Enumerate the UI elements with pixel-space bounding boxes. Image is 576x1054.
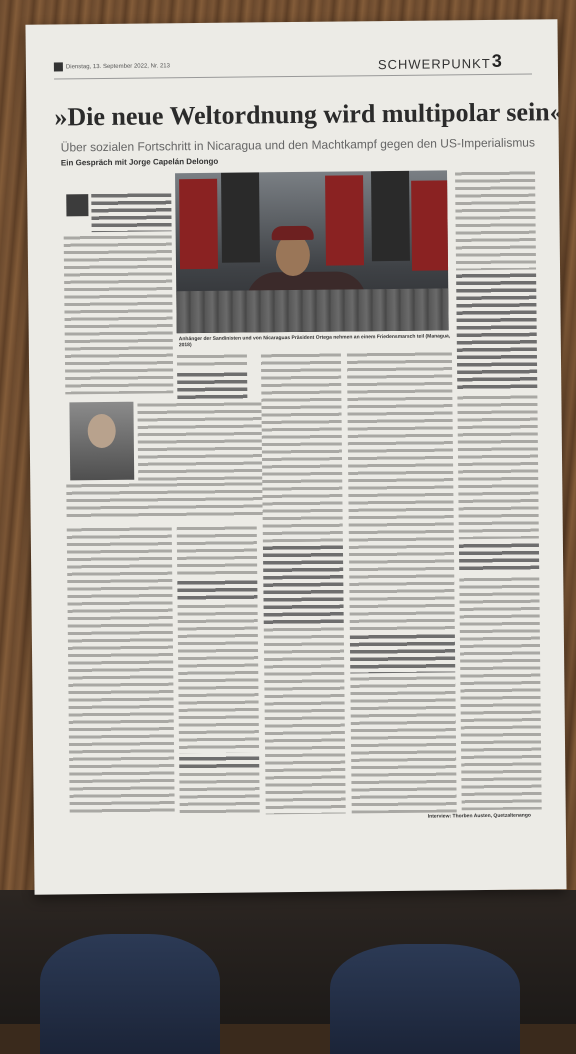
text-column — [457, 393, 539, 539]
text-column — [64, 233, 174, 394]
text-column — [455, 169, 536, 270]
newspaper-logo-icon — [54, 62, 63, 71]
flag — [179, 179, 218, 269]
question-block — [456, 271, 537, 392]
intro-question — [91, 191, 171, 232]
flag — [411, 180, 449, 270]
page-number: 3 — [491, 50, 502, 71]
section-label: SCHWERPUNKT — [377, 55, 491, 73]
question-block — [177, 578, 257, 601]
subheadline: Über sozialen Fortschritt in Nicaragua und den Machtkampf gegen den US-Imperialismus — [60, 135, 536, 155]
knee-left — [40, 934, 220, 1054]
photo-caption: Anhänger der Sandinisten und von Nicaraguas Präsident Ortega nehmen an einem Friedensmarsch teil (Managua, 2018) — [178, 333, 451, 349]
date-line: Dienstag, 13. September 2022, Nr. 213 — [65, 63, 171, 71]
newspaper-page — [25, 19, 566, 895]
article-photo — [175, 170, 449, 333]
text-column — [261, 352, 343, 543]
text-column — [347, 350, 455, 631]
text-column — [178, 602, 260, 753]
question-block — [179, 754, 259, 769]
drop-cap — [66, 194, 88, 216]
question-block — [459, 541, 539, 572]
knee-right — [330, 944, 520, 1054]
question-block — [177, 371, 247, 402]
bio-text — [66, 480, 283, 518]
author-face — [88, 414, 116, 448]
person-face — [276, 234, 310, 276]
crowd — [176, 288, 448, 333]
text-column — [459, 575, 541, 810]
text-column — [177, 353, 247, 370]
author-photo — [69, 402, 134, 481]
text-column — [177, 524, 258, 577]
person-cap — [272, 226, 314, 240]
byline: Ein Gespräch mit Jorge Capelán Delongo — [60, 156, 219, 168]
text-column — [264, 626, 346, 815]
flag — [325, 175, 364, 265]
header-rule — [54, 74, 532, 80]
headline: »Die neue Weltordnung wird multipolar sein« — [54, 97, 563, 132]
question-block — [350, 632, 455, 673]
flag — [221, 172, 260, 262]
text-column — [350, 674, 456, 813]
interview-credit: Interview: Thorben Austen, Quetzaltenango — [427, 812, 531, 820]
flag — [371, 171, 410, 261]
question-block — [263, 544, 344, 625]
text-column — [179, 770, 259, 815]
text-column — [67, 525, 175, 816]
